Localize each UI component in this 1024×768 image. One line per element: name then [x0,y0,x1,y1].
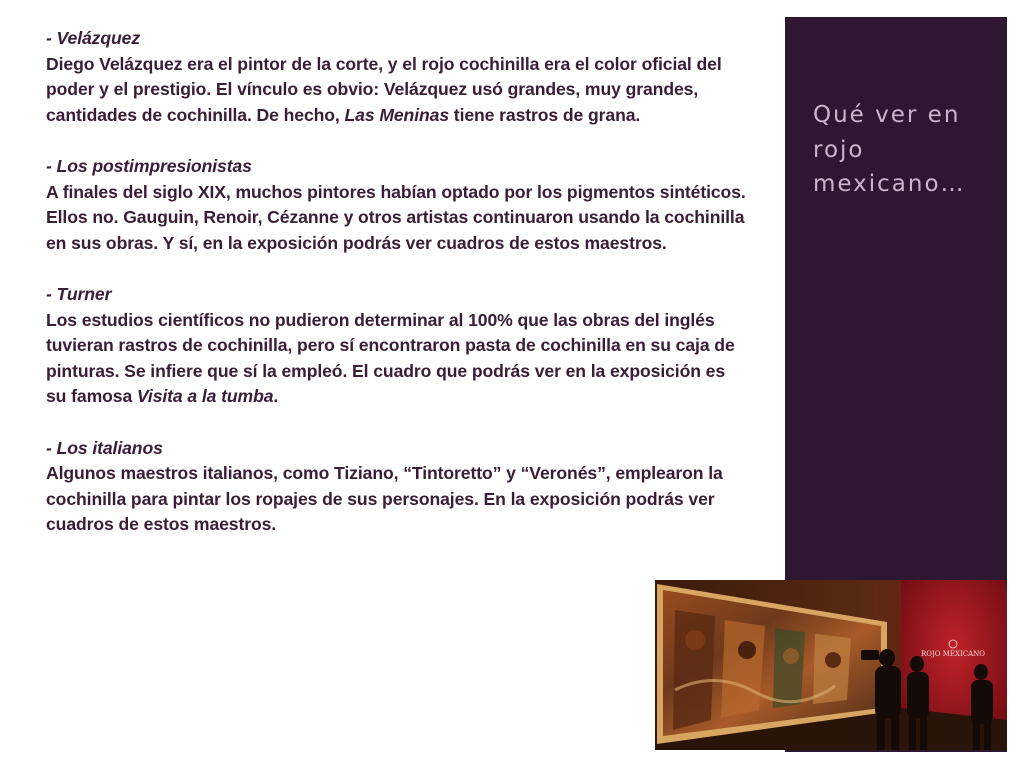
section-body [46,308,746,410]
section-heading: - Turner [46,283,112,304]
section-italianos [46,436,746,538]
section-turner [46,282,746,410]
main-text [46,26,746,563]
section-body [46,461,746,538]
exhibition-photo-icon [655,580,1007,750]
side-panel-title: Qué ver en rojo mexicano… [813,102,966,197]
body-text: Algunos maestros italianos, como Tiziano, “Tintoretto” y “Veronés”, emplearon la cochinilla para pintar los ropajes de sus personajes. En la exposición podrás ver cuadros de estos maestros. [46,463,723,535]
artwork-title: Visita a la tumba [136,386,274,407]
section-heading: - Los italianos [46,437,163,458]
section-velazquez [46,26,746,128]
section-postimpresionistas [46,154,746,256]
body-text: Los estudios científicos no pudieron determinar al 100% que las obras del inglés tuvieran rastros de cochinilla, pero sí encontraron pasta de cochinilla en su caja de pinturas. Se infiere que sí la empleó. El cuadro que podrás ver en la exposición es su famosa [46,309,735,407]
artwork-title: Las Meninas [344,104,450,125]
section-heading: - Los postimpresionistas [46,155,252,176]
section-heading: - Velázquez [46,28,141,48]
body-text: tiene rastros de grana. [449,104,641,125]
section-body [46,180,746,257]
body-text: . [273,386,279,407]
exhibition-photo [655,580,1007,750]
body-text: A finales del siglo XIX, muchos pintores habían optado por los pigmentos sintéticos. Ellos no. Gauguin, Renoir, Cézanne y otros artistas continuaron usando la cochinilla en sus obras. Y sí, en la exposición podrás ver cuadros de estos maestros. [46,181,746,253]
section-body [46,52,746,129]
body-text: Diego Velázquez era el pintor de la corte, y el rojo cochinilla era el color oficial del poder y el prestigio. El vínculo es obvio: Velázquez usó grandes, muy grandes, cantidades de cochinilla. De hecho, [46,53,722,125]
wall-sign-text: ROJO MEXICANO [920,650,986,658]
